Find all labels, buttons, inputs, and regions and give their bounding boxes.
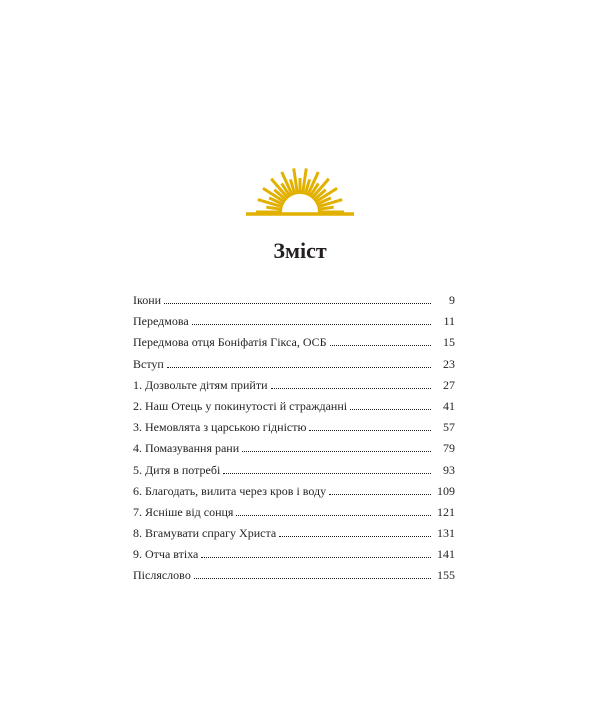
toc-entry-page-number: 79 [443, 441, 455, 456]
toc-entry-label: Вступ [133, 356, 164, 371]
toc-entry [133, 544, 455, 565]
toc-entry-page-number: 93 [443, 462, 455, 477]
toc-entry-label: 9. Отча втіха [133, 547, 199, 562]
table-of-contents [133, 290, 455, 587]
toc-entry [133, 332, 455, 353]
dot-leader [201, 557, 431, 558]
toc-entry [133, 523, 455, 544]
toc-entry-label: Післясловo [133, 568, 191, 583]
toc-entry-page-number: 41 [443, 398, 455, 413]
toc-entry [133, 311, 455, 332]
toc-entry-label: 4. Помазування рани [133, 441, 240, 456]
toc-entry [133, 290, 455, 311]
dot-leader [192, 324, 431, 325]
toc-entry [133, 502, 455, 523]
toc-entry [133, 375, 455, 396]
toc-entry-label: 3. Немовлята з царською гідністю [133, 420, 307, 435]
toc-entry-page-number: 141 [437, 547, 455, 562]
dot-leader [242, 451, 431, 452]
dot-leader [236, 515, 431, 516]
toc-entry-label: 7. Ясніше від сонця [133, 504, 234, 519]
toc-entry-page-number: 121 [437, 504, 455, 519]
toc-entry-label: 1. Дозвольте дітям прийти [133, 377, 268, 392]
toc-entry-page-number: 23 [443, 356, 455, 371]
toc-entry [133, 396, 455, 417]
toc-entry-page-number: 9 [449, 293, 455, 307]
toc-entry [133, 417, 455, 438]
toc-entry-label: Ікони [133, 293, 162, 307]
dot-leader [194, 578, 431, 579]
toc-entry-page-number: 27 [443, 377, 455, 392]
toc-entry [133, 438, 455, 459]
toc-entry-page-number: 57 [443, 420, 455, 435]
toc-entry [133, 481, 455, 502]
dot-leader [309, 430, 431, 431]
toc-entry-page-number: 155 [437, 568, 455, 583]
toc-entry-page-number: 131 [437, 526, 455, 541]
toc-entry-label: 8. Вгамувати спрагу Христа [133, 526, 277, 541]
toc-entry-label: 5. Дитя в потребі [133, 462, 221, 477]
rising-sun-icon [240, 160, 360, 220]
dot-leader [329, 494, 431, 495]
toc-entry-label: 2. Наш Отець у покинутості й стражданні [133, 398, 348, 413]
toc-entry-label: 6. Благодать, вилита через кров і воду [133, 483, 327, 498]
toc-entry-page-number: 15 [443, 335, 455, 350]
dot-leader [164, 303, 431, 304]
toc-entry [133, 354, 455, 375]
page-title: Зміст [273, 238, 327, 263]
dot-leader [279, 536, 431, 537]
toc-entry-page-number: 109 [437, 483, 455, 498]
dot-leader [350, 409, 431, 410]
dot-leader [167, 367, 431, 368]
dot-leader [271, 388, 432, 389]
toc-entry-label: Передмова [133, 314, 189, 329]
toc-entry-label: Передмова отця Боніфатія Гікса, ОСБ [133, 335, 327, 350]
dot-leader [223, 473, 431, 474]
toc-entry-page-number: 11 [443, 314, 455, 329]
dot-leader [330, 345, 431, 346]
toc-entry [133, 460, 455, 481]
toc-entry [133, 565, 455, 586]
